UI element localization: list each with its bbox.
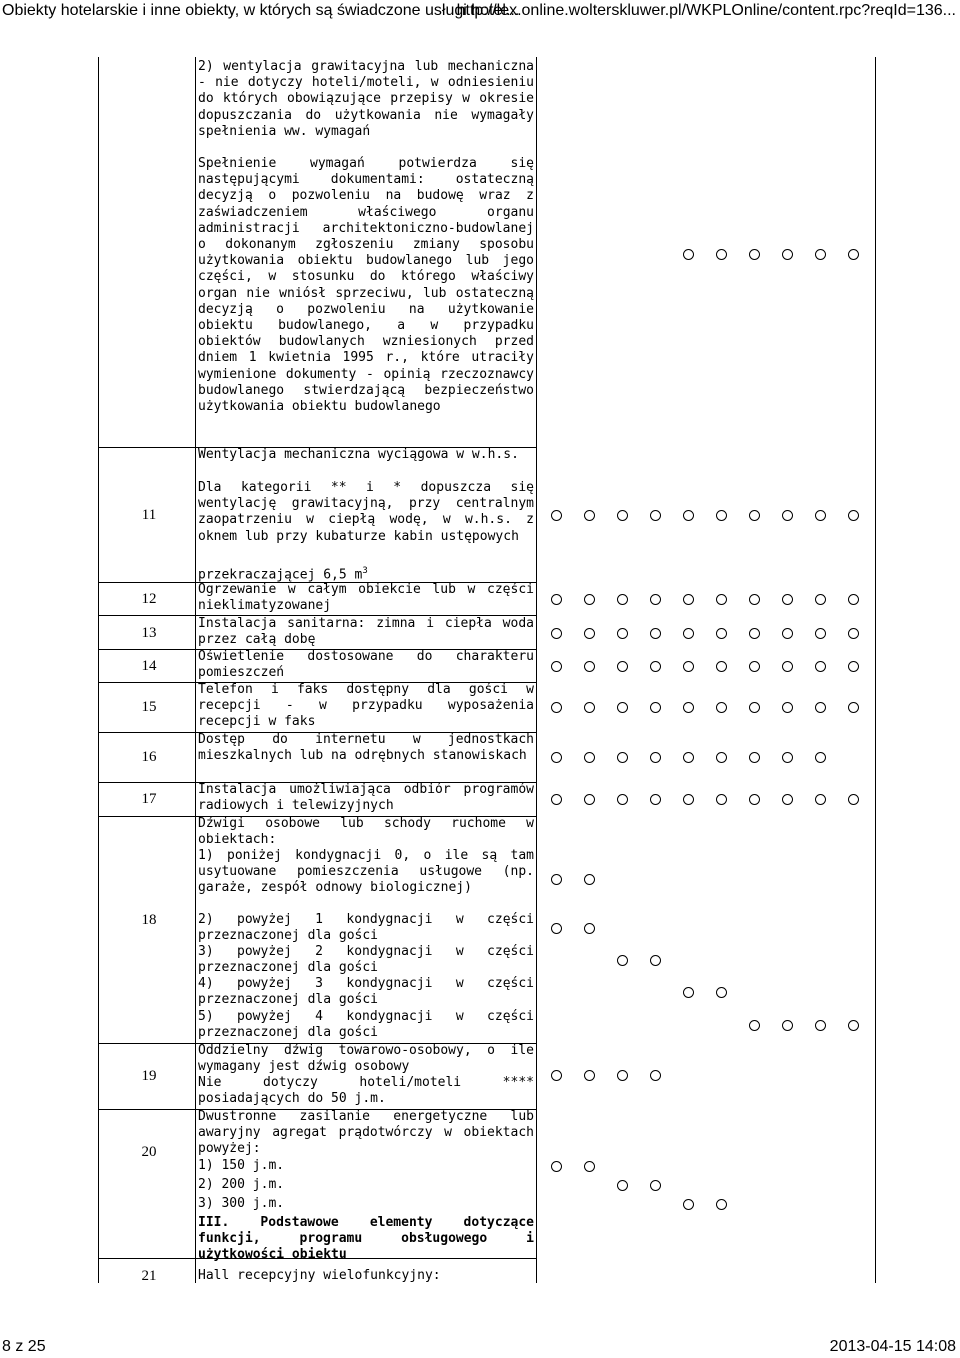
requirement-mark — [848, 1020, 859, 1031]
requirement-mark — [716, 628, 727, 639]
requirement-mark — [782, 594, 793, 605]
requirement-mark — [551, 510, 562, 521]
requirement-mark — [815, 628, 826, 639]
requirement-mark — [650, 752, 661, 763]
requirement-mark — [815, 752, 826, 763]
requirement-text: Telefon i faks dostępny dla gości w recepcji - w przypadku wyposażenia recepcji w faks — [198, 682, 534, 730]
requirement-text: 1) 150 j.m. — [198, 1158, 285, 1173]
requirement-mark — [617, 752, 628, 763]
requirement-text: Dla kategorii ** i * dopuszcza się wentylację grawitacyjną, przy centralnym zaopatrzeniu w ciepłą wodę, w w.h.s. z oknem lub przy kubaturze kabin ustępowych — [198, 480, 534, 544]
superscript: 3 — [362, 566, 368, 576]
requirement-mark — [584, 1070, 595, 1081]
requirement-mark — [551, 1070, 562, 1081]
table-grid-line — [875, 57, 876, 1283]
requirement-mark — [650, 955, 661, 966]
row-number: 15 — [141, 699, 157, 715]
row-number: 14 — [141, 658, 157, 674]
text-fragment: przekraczającej 6,5 m — [198, 567, 363, 583]
requirement-mark — [551, 628, 562, 639]
browser-header — [0, 0, 960, 22]
requirement-mark — [617, 661, 628, 672]
requirement-mark — [716, 752, 727, 763]
requirement-mark — [617, 955, 628, 966]
requirement-mark — [749, 1020, 760, 1031]
requirement-mark — [749, 628, 760, 639]
requirement-mark — [815, 249, 826, 260]
requirement-mark — [584, 661, 595, 672]
requirement-mark — [584, 702, 595, 713]
requirement-mark — [617, 594, 628, 605]
requirement-mark — [848, 510, 859, 521]
row-number: 19 — [141, 1068, 157, 1084]
requirement-mark — [584, 594, 595, 605]
requirement-text: Dźwigi osobowe lub schody ruchome w obiektach: — [198, 816, 534, 848]
requirement-mark — [848, 628, 859, 639]
requirement-text: 2) 200 j.m. — [198, 1177, 285, 1192]
requirement-mark — [848, 594, 859, 605]
requirement-mark — [749, 661, 760, 672]
requirement-mark — [716, 794, 727, 805]
requirement-mark — [716, 510, 727, 521]
requirement-mark — [650, 628, 661, 639]
requirement-mark — [716, 1199, 727, 1210]
requirement-mark — [683, 794, 694, 805]
requirement-mark — [650, 594, 661, 605]
row-number: 13 — [141, 625, 157, 641]
requirement-mark — [551, 923, 562, 934]
requirement-mark — [617, 794, 628, 805]
requirement-mark — [650, 510, 661, 521]
requirement-mark — [650, 1070, 661, 1081]
requirement-text-unit — [198, 563, 534, 584]
requirement-text: Nie dotyczy hoteli/moteli **** posiadających do 50 j.m. — [198, 1075, 534, 1107]
requirement-mark — [815, 594, 826, 605]
requirement-mark — [716, 661, 727, 672]
requirement-mark — [749, 794, 760, 805]
requirement-mark — [617, 628, 628, 639]
requirement-text: Oświetlenie dostosowane do charakteru pomieszczeń — [198, 649, 534, 681]
requirement-mark — [683, 702, 694, 713]
requirement-text: 5) powyżej 4 kondygnacji w części przeznaczonej dla gości — [198, 1009, 534, 1041]
requirement-mark — [782, 752, 793, 763]
page-url[interactable]: http://lex.online.wolterskluwer.pl/WKPLOnline/content.rpc?reqId=136... — [456, 2, 956, 19]
requirement-mark — [815, 794, 826, 805]
requirement-mark — [749, 702, 760, 713]
requirement-text: Wentylacja mechaniczna wyciągowa w w.h.s. — [198, 447, 519, 462]
requirement-text: Spełnienie wymagań potwierdza się następującymi dokumentami: ostateczną decyzją o pozwoleniu na budowę wraz z zaświadczeniem właściwego organu administracji architektoniczno-budowlanej o dokonanym zgłoszeniu zmiany sposobu użytkowania obiektu budowlanego lub jego części, w stosunku do którego właściwy organ nie wniósł sprzeciwu, lub ostateczną decyzją o pozwoleniu na użytkowanie obiektu budowlanego, a w przypadku obiektów budowlanych wzniesionych przed dniem 1 kwietnia 1995 r., które utraciły wymienione dokumenty - opinią rzeczoznawcy budowlanego stwierdzającą bezpieczeństwo użytkowania obiektu budowlanego — [198, 156, 534, 415]
requirement-mark — [584, 794, 595, 805]
requirement-text: III. Podstawowe elementy dotyczące funkcji, programu obsługowego i użytkowości obiektu — [198, 1215, 534, 1263]
requirement-mark — [617, 702, 628, 713]
print-datetime: 2013-04-15 14:08 — [829, 1338, 956, 1355]
row-number: 12 — [141, 591, 157, 607]
requirement-mark — [716, 594, 727, 605]
requirement-mark — [650, 794, 661, 805]
requirement-mark — [551, 702, 562, 713]
requirement-mark — [551, 794, 562, 805]
requirement-mark — [782, 249, 793, 260]
requirement-text: Dostęp do internetu w jednostkach mieszkalnych lub na odrębnych stanowiskach — [198, 732, 534, 764]
requirement-mark — [749, 752, 760, 763]
requirement-mark — [551, 874, 562, 885]
requirement-text: 2) powyżej 1 kondygnacji w części przeznaczonej dla gości — [198, 912, 534, 944]
requirement-mark — [782, 1020, 793, 1031]
requirement-mark — [683, 510, 694, 521]
requirement-mark — [650, 1180, 661, 1191]
requirement-mark — [683, 752, 694, 763]
table-grid-line — [536, 57, 537, 1283]
requirement-mark — [848, 794, 859, 805]
requirement-mark — [815, 661, 826, 672]
requirement-mark — [716, 987, 727, 998]
requirement-mark — [716, 249, 727, 260]
requirement-mark — [782, 628, 793, 639]
requirement-text: 1) poniżej kondygnacji 0, o ile są tam usytuowane pomieszczenia usługowe (np. garaże, zespół odnowy biologicznej) — [198, 848, 534, 896]
requirement-mark — [683, 987, 694, 998]
requirement-mark — [782, 661, 793, 672]
requirement-mark — [683, 594, 694, 605]
requirement-text: Oddzielny dźwig towarowo-osobowy, o ile wymagany jest dźwig osobowy — [198, 1043, 534, 1075]
requirement-text: Dwustronne zasilanie energetyczne lub awaryjny agregat prądotwórczy w obiektach powyżej: — [198, 1109, 534, 1157]
requirement-text: 3) 300 j.m. — [198, 1196, 285, 1211]
requirement-text: Instalacja umożliwiająca odbiór programów radiowych i telewizyjnych — [198, 782, 534, 814]
requirement-mark — [782, 794, 793, 805]
requirement-mark — [584, 752, 595, 763]
print-footer — [0, 1336, 960, 1358]
page-number: 8 z 25 — [2, 1338, 46, 1355]
requirement-mark — [584, 874, 595, 885]
requirement-mark — [650, 702, 661, 713]
requirement-mark — [815, 510, 826, 521]
requirement-mark — [584, 628, 595, 639]
requirement-mark — [551, 1161, 562, 1172]
requirement-mark — [683, 628, 694, 639]
page-title: Obiekty hotelarskie i inne obiekty, w których są świadczone usługi hotel... — [2, 2, 520, 19]
requirement-text: Ogrzewanie w całym obiekcie lub w części nieklimatyzowanej — [198, 582, 534, 614]
requirement-text: 3) powyżej 2 kondygnacji w części przeznaczonej dla gości — [198, 944, 534, 976]
requirement-mark — [650, 661, 661, 672]
requirement-mark — [584, 923, 595, 934]
requirement-mark — [683, 249, 694, 260]
requirement-mark — [782, 510, 793, 521]
requirement-mark — [848, 249, 859, 260]
requirement-mark — [749, 249, 760, 260]
requirement-text: 2) wentylacja grawitacyjna lub mechaniczna - nie dotyczy hoteli/moteli, w odniesieniu do których obowiązujące przepisy w okresie dopuszczania do użytkowania nie wymagały spełnienia ww. wymagań — [198, 59, 534, 139]
requirement-mark — [617, 510, 628, 521]
requirement-mark — [551, 594, 562, 605]
requirement-mark — [815, 702, 826, 713]
requirement-mark — [749, 510, 760, 521]
requirement-mark — [815, 1020, 826, 1031]
row-number: 16 — [141, 749, 157, 765]
requirement-mark — [749, 594, 760, 605]
requirement-mark — [683, 1199, 694, 1210]
requirement-mark — [848, 661, 859, 672]
requirement-mark — [584, 1161, 595, 1172]
table-grid-line — [98, 57, 99, 1283]
requirement-mark — [782, 702, 793, 713]
requirement-text: Instalacja sanitarna: zimna i ciepła woda przez całą dobę — [198, 616, 534, 648]
requirement-mark — [551, 752, 562, 763]
requirement-mark — [683, 661, 694, 672]
requirement-mark — [716, 702, 727, 713]
requirement-mark — [584, 510, 595, 521]
requirement-text: 4) powyżej 3 kondygnacji w części przeznaczonej dla gości — [198, 976, 534, 1008]
requirement-mark — [617, 1180, 628, 1191]
table-grid-line — [195, 57, 196, 1283]
row-number: 21 — [141, 1268, 157, 1284]
row-number: 11 — [141, 507, 157, 523]
requirement-mark — [617, 1070, 628, 1081]
row-number: 17 — [141, 791, 157, 807]
requirement-mark — [551, 661, 562, 672]
requirement-mark — [848, 702, 859, 713]
row-number: 18 — [141, 912, 157, 928]
row-number: 20 — [141, 1144, 157, 1160]
requirement-text: Hall recepcyjny wielofunkcyjny: — [198, 1268, 441, 1283]
